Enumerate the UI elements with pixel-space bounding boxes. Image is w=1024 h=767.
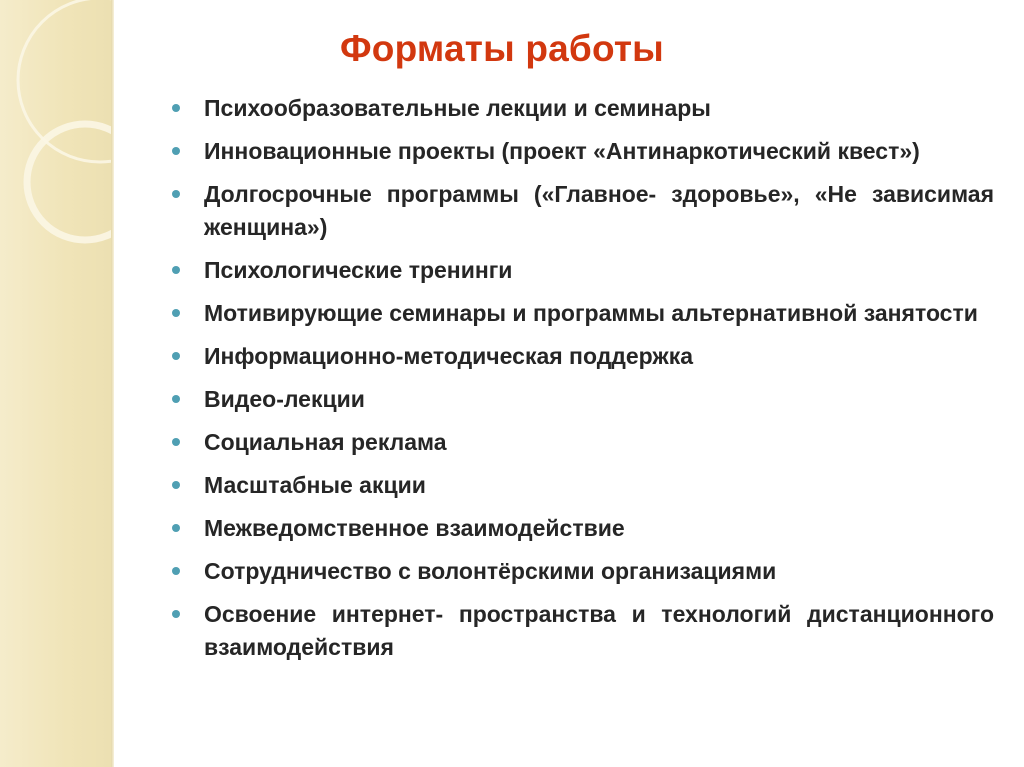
list-item — [172, 254, 994, 287]
bullet-icon — [172, 395, 180, 403]
decorative-circles — [0, 0, 111, 767]
list-item-text: Межведомственное взаимодействие — [204, 515, 625, 541]
list-item — [172, 135, 994, 168]
list-item — [172, 469, 994, 502]
list-item-text: Инновационные проекты (проект «Антинаркотический квест») — [204, 138, 920, 164]
bullet-icon — [172, 438, 180, 446]
list-item — [172, 340, 994, 373]
bullet-icon — [172, 104, 180, 112]
list-item-text: Видео-лекции — [204, 386, 365, 412]
bullet-icon — [172, 147, 180, 155]
list-item-text: Долгосрочные программы («Главное- здоровье», «Не зависимая женщина») — [204, 181, 994, 240]
slide-title: Форматы работы — [340, 28, 664, 69]
bullet-list — [172, 92, 994, 664]
bullet-icon — [172, 567, 180, 575]
list-item-text: Психообразовательные лекции и семинары — [204, 95, 711, 121]
list-item-text: Масштабные акции — [204, 472, 426, 498]
list-item-text: Мотивирующие семинары и программы альтернативной занятости — [204, 300, 978, 326]
side-panel-edge — [111, 0, 114, 767]
list-item — [172, 297, 994, 330]
list-item-text: Сотрудничество с волонтёрскими организациями — [204, 558, 777, 584]
list-item — [172, 512, 994, 545]
list-item-text: Освоение интернет- пространства и технологий дистанционного взаимодействия — [204, 601, 994, 660]
bullet-icon — [172, 610, 180, 618]
list-item-text: Социальная реклама — [204, 429, 447, 455]
list-item-text: Психологические тренинги — [204, 257, 513, 283]
list-item — [172, 178, 994, 244]
bullet-icon — [172, 266, 180, 274]
bullet-icon — [172, 352, 180, 360]
bullet-icon — [172, 524, 180, 532]
list-item — [172, 92, 994, 125]
decorative-side-panel — [0, 0, 111, 767]
slide-content — [172, 92, 994, 674]
bullet-icon — [172, 190, 180, 198]
bullet-icon — [172, 481, 180, 489]
list-item — [172, 598, 994, 664]
list-item-text: Информационно-методическая поддержка — [204, 343, 694, 369]
bullet-icon — [172, 309, 180, 317]
list-item — [172, 426, 994, 459]
list-item — [172, 383, 994, 416]
list-item — [172, 555, 994, 588]
